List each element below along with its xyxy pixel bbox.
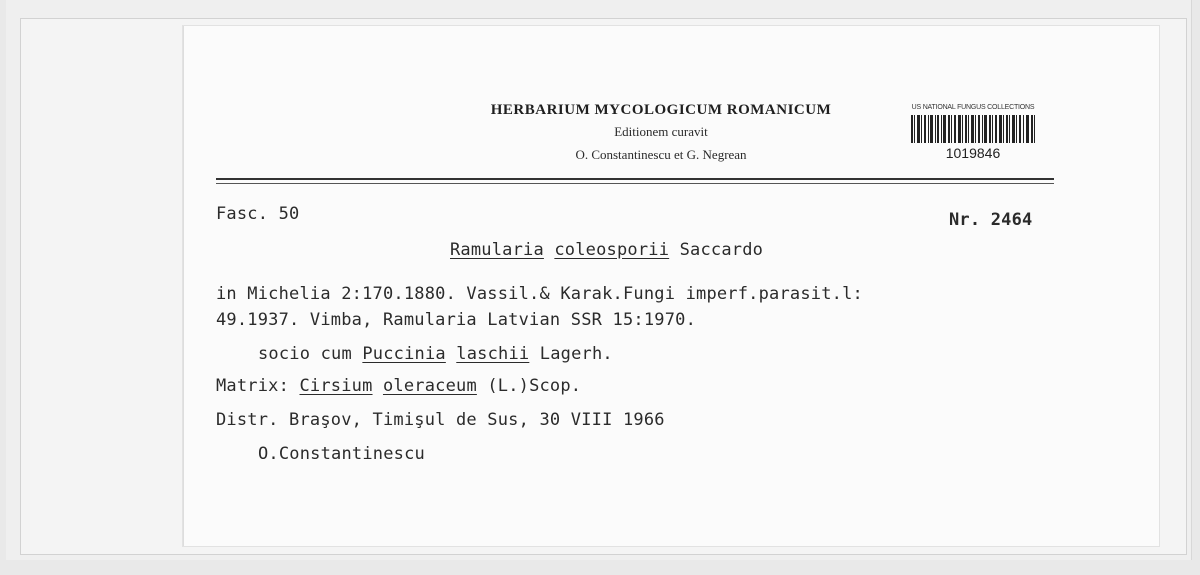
matrix-genus: Cirsium (299, 376, 373, 396)
matrix-prefix: Matrix: (216, 376, 290, 396)
matrix-epithet: oleraceum (382, 376, 477, 396)
associate-line (258, 344, 613, 364)
associate-prefix: socio cum (258, 344, 352, 364)
species-genus: Ramularia (450, 240, 544, 260)
barcode-icon (909, 114, 1037, 144)
specimen-label (183, 26, 1159, 546)
matrix-line (216, 376, 581, 396)
barcode-number: 1019846 (945, 145, 1001, 161)
herbarium-editors: O. Constantinescu et G. Negrean (575, 147, 747, 162)
citation-line-1: in Michelia 2:170.1880. Vassil.& Karak.Fungi imperf.parasit.l: (216, 284, 863, 304)
header-rule-thick (216, 178, 1054, 180)
fascicle-number: Fasc. 50 (216, 204, 300, 224)
specimen-number: Nr. 2464 (949, 210, 1033, 230)
barcode-caption: US NATIONAL FUNGUS COLLECTIONS (911, 104, 1035, 111)
associate-genus: Puccinia (362, 344, 446, 364)
citation-line-2: 49.1937. Vimba, Ramularia Latvian SSR 15:1970. (216, 310, 697, 330)
species-epithet: coleosporii (554, 240, 670, 260)
herbarium-title: HERBARIUM MYCOLOGICUM ROMANICUM (490, 102, 832, 118)
species-author: Saccardo (679, 240, 764, 260)
species-name (450, 240, 763, 260)
associate-epithet: laschii (456, 344, 530, 364)
associate-author: Lagerh. (539, 344, 613, 364)
collector-name: O.Constantinescu (258, 444, 425, 464)
distribution-line: Distr. Braşov, Timişul de Sus, 30 VIII 1966 (216, 410, 665, 430)
header-rule-thin (216, 183, 1054, 184)
barcode-label (902, 104, 1044, 170)
herbarium-subtitle: Editionem curavit (614, 124, 708, 139)
matrix-author: (L.)Scop. (487, 376, 582, 396)
